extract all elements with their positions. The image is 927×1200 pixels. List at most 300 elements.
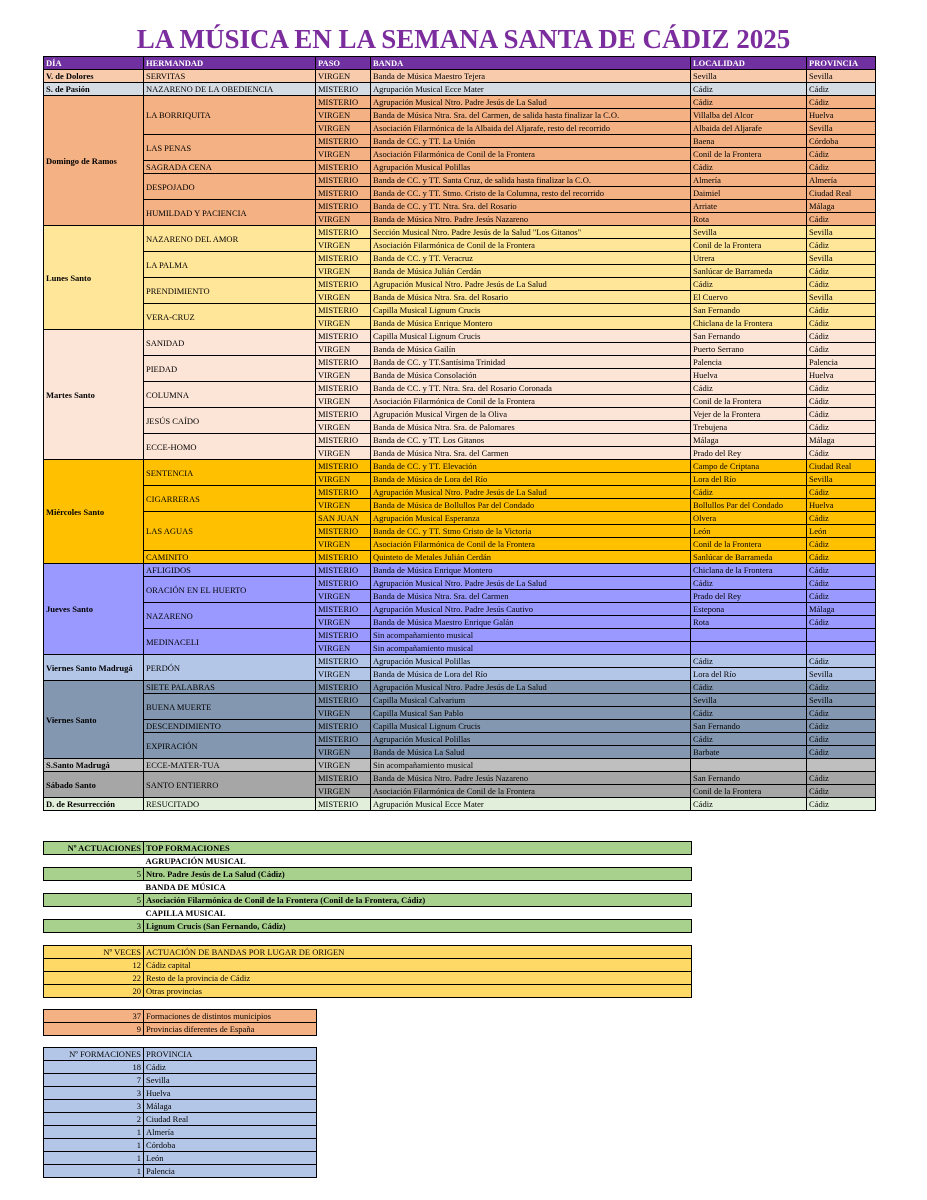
localidad-cell: Cádiz <box>691 798 807 811</box>
localidad-cell: Daimiel <box>691 187 807 200</box>
hermandad-cell: SENTENCIA <box>144 460 316 486</box>
banda-cell: Banda de CC. y TT. Stmo. Cristo de la Columna, resto del recorrido <box>371 187 691 200</box>
formacion-cell: Asociación Filarmónica de Conil de la Frontera (Conil de la Frontera, Cádiz) <box>144 894 692 907</box>
count-cell: 1 <box>44 1139 144 1152</box>
paso-cell: MISTERIO <box>316 278 371 291</box>
hermandad-cell: NAZARENO DE LA OBEDIENCIA <box>144 83 316 96</box>
banda-cell: Capilla Musical Lignum Crucis <box>371 304 691 317</box>
localidad-cell: Cádiz <box>691 655 807 668</box>
hermandad-cell: LA PALMA <box>144 252 316 278</box>
paso-cell: MISTERIO <box>316 460 371 473</box>
hermandad-cell: SIETE PALABRAS <box>144 681 316 694</box>
table-row <box>44 1087 317 1100</box>
table-row <box>44 382 876 395</box>
banda-cell: Asociación Filarmónica de Conil de la Frontera <box>371 239 691 252</box>
paso-cell: MISTERIO <box>316 655 371 668</box>
table-row <box>44 959 692 972</box>
provincia-cell: Cádiz <box>807 343 876 356</box>
provincia-cell: Cádiz <box>807 564 876 577</box>
table-row <box>44 733 876 746</box>
provincia-cell <box>807 759 876 772</box>
provincia-cell: Sevilla <box>807 252 876 265</box>
localidad-cell: Barbate <box>691 746 807 759</box>
origin-table <box>43 945 692 998</box>
provincia-cell: Cádiz <box>807 616 876 629</box>
banda-cell: Banda de Música Ntra. Sra. del Carmen <box>371 447 691 460</box>
table-row <box>44 1152 317 1165</box>
table-row <box>44 1061 317 1074</box>
provincia-cell: Sevilla <box>807 473 876 486</box>
provincia-cell: Cádiz <box>807 382 876 395</box>
table-row <box>44 798 876 811</box>
banda-cell: Agrupación Musical Ntro. Padre Jesús de La Salud <box>371 577 691 590</box>
top-col-count: Nº ACTUACIONES <box>44 842 144 855</box>
provincia-cell: Córdoba <box>807 135 876 148</box>
localidad-cell: Cádiz <box>691 83 807 96</box>
day-cell: D. de Resurrección <box>44 798 144 811</box>
provinces-table <box>43 1047 317 1178</box>
localidad-cell: Cádiz <box>691 161 807 174</box>
localidad-cell: Utrera <box>691 252 807 265</box>
banda-cell: Banda de Música Maestro Tejera <box>371 70 691 83</box>
paso-cell: SAN JUAN <box>316 512 371 525</box>
localidad-cell: Baena <box>691 135 807 148</box>
localidad-cell: Estepona <box>691 603 807 616</box>
table-row <box>44 1010 317 1023</box>
paso-cell: MISTERIO <box>316 603 371 616</box>
banda-cell: Banda de CC. y TT. Santa Cruz, de salida hasta finalizar la C.O. <box>371 174 691 187</box>
count-cell: 12 <box>44 959 144 972</box>
localidad-cell: Almería <box>691 174 807 187</box>
count-cell: 1 <box>44 1152 144 1165</box>
paso-cell: MISTERIO <box>316 720 371 733</box>
paso-cell: VIRGEN <box>316 239 371 252</box>
provincia-cell: Cádiz <box>807 746 876 759</box>
provincia-cell <box>807 629 876 642</box>
section-heading: AGRUPACIÓN MUSICAL <box>145 856 246 866</box>
label-cell: Formaciones de distintos municipios <box>144 1010 317 1023</box>
banda-cell: Banda de Música Ntra. Sra. del Carmen, de salida hasta finalizar la C.O. <box>371 109 691 122</box>
localidad-cell: Trebujena <box>691 421 807 434</box>
paso-cell: MISTERIO <box>316 200 371 213</box>
banda-cell: Agrupación Musical Polillas <box>371 161 691 174</box>
section-heading: CAPILLA MUSICAL <box>145 908 226 918</box>
banda-cell: Asociación Filarmónica de Conil de la Frontera <box>371 785 691 798</box>
banda-cell: Agrupación Musical Polillas <box>371 655 691 668</box>
provinces-col-count: Nº FORMACIONES <box>44 1048 144 1061</box>
provincia-cell: Cádiz <box>807 681 876 694</box>
table-row <box>44 1100 317 1113</box>
paso-cell: MISTERIO <box>316 551 371 564</box>
table-row <box>44 551 876 564</box>
table-row <box>44 1074 317 1087</box>
paso-cell: VIRGEN <box>316 668 371 681</box>
table-row <box>44 720 876 733</box>
paso-cell: MISTERIO <box>316 486 371 499</box>
paso-cell: MISTERIO <box>316 681 371 694</box>
day-cell: Lunes Santo <box>44 226 144 330</box>
banda-cell: Capilla Musical Lignum Crucis <box>371 330 691 343</box>
paso-cell: VIRGEN <box>316 616 371 629</box>
provincia-cell: Cádiz <box>807 707 876 720</box>
provincia-cell: Cádiz <box>807 577 876 590</box>
localidad-cell: Cádiz <box>691 577 807 590</box>
banda-cell: Sin acompañamiento musical <box>371 642 691 655</box>
paso-cell: MISTERIO <box>316 83 371 96</box>
provincia-cell: Cádiz <box>807 278 876 291</box>
banda-cell: Capilla Musical Lignum Crucis <box>371 720 691 733</box>
paso-cell: MISTERIO <box>316 226 371 239</box>
provincia-cell: Cádiz <box>807 213 876 226</box>
label-cell: León <box>144 1152 317 1165</box>
paso-cell: VIRGEN <box>316 746 371 759</box>
header-banda: BANDA <box>371 57 691 70</box>
banda-cell: Asociación Filarmónica de Conil de la Frontera <box>371 538 691 551</box>
paso-cell: MISTERIO <box>316 408 371 421</box>
paso-cell: VIRGEN <box>316 317 371 330</box>
localidad-cell: Conil de la Frontera <box>691 395 807 408</box>
provincia-cell: Málaga <box>807 200 876 213</box>
table-row <box>44 96 876 109</box>
localidad-cell: Sevilla <box>691 226 807 239</box>
hermandad-cell: NAZARENO <box>144 603 316 629</box>
localidad-cell: Conil de la Frontera <box>691 148 807 161</box>
paso-cell: MISTERIO <box>316 135 371 148</box>
count-cell: 1 <box>44 1165 144 1178</box>
banda-cell: Banda de CC. y TT. La Unión <box>371 135 691 148</box>
banda-cell: Banda de Música Julián Cerdán <box>371 265 691 278</box>
paso-cell: VIRGEN <box>316 148 371 161</box>
provincia-cell: Cádiz <box>807 772 876 785</box>
banda-cell: Agrupación Musical Ntro. Padre Jesús de La Salud <box>371 486 691 499</box>
label-cell: Provincias diferentes de España <box>144 1023 317 1036</box>
table-row <box>44 629 876 642</box>
table-row <box>44 278 876 291</box>
banda-cell: Banda de CC. y TT. Ntra. Sra. del Rosario Coronada <box>371 382 691 395</box>
banda-cell: Agrupación Musical Ecce Mater <box>371 83 691 96</box>
localidad-cell: San Fernando <box>691 330 807 343</box>
banda-cell: Capilla Musical San Pablo <box>371 707 691 720</box>
localidad-cell: Chiclana de la Frontera <box>691 317 807 330</box>
hermandad-cell: MEDINACELI <box>144 629 316 655</box>
table-row <box>44 972 692 985</box>
banda-cell: Asociación Filarmónica de la Albaida del Aljarafe, resto del recorrido <box>371 122 691 135</box>
localidad-cell: Conil de la Frontera <box>691 785 807 798</box>
top-formaciones-table <box>43 841 692 933</box>
localidad-cell: Conil de la Frontera <box>691 239 807 252</box>
paso-cell: VIRGEN <box>316 590 371 603</box>
summary-table <box>43 1009 317 1036</box>
provincia-cell: Sevilla <box>807 668 876 681</box>
table-row <box>44 83 876 96</box>
hermandad-cell: PIEDAD <box>144 356 316 382</box>
hermandad-cell: PRENDIMIENTO <box>144 278 316 304</box>
paso-cell: VIRGEN <box>316 538 371 551</box>
provincia-cell: Huelva <box>807 109 876 122</box>
banda-cell: Banda de Música Ntra. Sra. del Carmen <box>371 590 691 603</box>
banda-cell: Sin acompañamiento musical <box>371 629 691 642</box>
count-cell: 5 <box>44 868 144 881</box>
paso-cell: VIRGEN <box>316 291 371 304</box>
paso-cell: VIRGEN <box>316 395 371 408</box>
hermandad-cell: AFLIGIDOS <box>144 564 316 577</box>
banda-cell: Banda de Música Ntro. Padre Jesús Nazareno <box>371 213 691 226</box>
localidad-cell <box>691 629 807 642</box>
localidad-cell: Cádiz <box>691 681 807 694</box>
paso-cell: VIRGEN <box>316 343 371 356</box>
paso-cell: VIRGEN <box>316 447 371 460</box>
table-row <box>44 603 876 616</box>
table-row <box>44 174 876 187</box>
table-row <box>44 655 876 668</box>
localidad-cell: Prado del Rey <box>691 590 807 603</box>
paso-cell: MISTERIO <box>316 187 371 200</box>
schedule-table <box>43 56 876 811</box>
localidad-cell: Lora del Río <box>691 473 807 486</box>
table-row <box>44 1165 317 1178</box>
localidad-cell: Sanlúcar de Barrameda <box>691 551 807 564</box>
provincia-cell: Cádiz <box>807 655 876 668</box>
table-row <box>44 577 876 590</box>
provincia-cell: Cádiz <box>807 551 876 564</box>
localidad-cell: Bollullos Par del Condado <box>691 499 807 512</box>
paso-cell: VIRGEN <box>316 109 371 122</box>
table-row <box>44 1113 317 1126</box>
label-cell: Huelva <box>144 1087 317 1100</box>
count-cell: 9 <box>44 1023 144 1036</box>
localidad-cell: El Cuervo <box>691 291 807 304</box>
paso-cell: MISTERIO <box>316 772 371 785</box>
day-cell: Domingo de Ramos <box>44 96 144 226</box>
hermandad-cell: RESUCITADO <box>144 798 316 811</box>
table-row <box>44 564 876 577</box>
table-row <box>44 772 876 785</box>
section-heading-row <box>44 855 692 868</box>
localidad-cell: Cádiz <box>691 486 807 499</box>
provincia-cell: Cádiz <box>807 265 876 278</box>
banda-cell: Agrupación Musical Ntro. Padre Jesús de La Salud <box>371 278 691 291</box>
provincia-cell: Cádiz <box>807 486 876 499</box>
hermandad-cell: EXPIRACIÓN <box>144 733 316 759</box>
banda-cell: Banda de Música de Bollullos Par del Condado <box>371 499 691 512</box>
table-row <box>44 226 876 239</box>
hermandad-cell: LAS AGUAS <box>144 512 316 551</box>
label-cell: Palencia <box>144 1165 317 1178</box>
hermandad-cell: SANIDAD <box>144 330 316 356</box>
banda-cell: Banda de Música Ntro. Padre Jesús Nazareno <box>371 772 691 785</box>
provincia-cell: Cádiz <box>807 161 876 174</box>
banda-cell: Banda de Música La Salud <box>371 746 691 759</box>
provincia-cell: Cádiz <box>807 538 876 551</box>
paso-cell: MISTERIO <box>316 577 371 590</box>
banda-cell: Agrupación Musical Virgen de la Oliva <box>371 408 691 421</box>
provincia-cell: Sevilla <box>807 291 876 304</box>
localidad-cell: San Fernando <box>691 772 807 785</box>
hermandad-cell: SAGRADA CENA <box>144 161 316 174</box>
banda-cell: Banda de Música de Lora del Río <box>371 668 691 681</box>
banda-cell: Asociación Filarmónica de Conil de la Frontera <box>371 395 691 408</box>
hermandad-cell: ECCE-HOMO <box>144 434 316 460</box>
banda-cell: Agrupación Musical Ntro. Padre Jesús Cautivo <box>371 603 691 616</box>
label-cell: Ciudad Real <box>144 1113 317 1126</box>
provincia-cell: Sevilla <box>807 226 876 239</box>
banda-cell: Agrupación Musical Ntro. Padre Jesús de La Salud <box>371 96 691 109</box>
paso-cell: MISTERIO <box>316 694 371 707</box>
provincia-cell: Cádiz <box>807 590 876 603</box>
banda-cell: Banda de Música Ntra. Sra. del Rosario <box>371 291 691 304</box>
formacion-cell: Lignum Crucis (San Fernando, Cádiz) <box>144 920 692 933</box>
banda-cell: Banda de Música Gailín <box>371 343 691 356</box>
provincia-cell: Sevilla <box>807 694 876 707</box>
formacion-cell: Ntro. Padre Jesús de La Salud (Cádiz) <box>144 868 692 881</box>
day-cell: Jueves Santo <box>44 564 144 655</box>
hermandad-cell: DESCENDIMIENTO <box>144 720 316 733</box>
header-paso: PASO <box>316 57 371 70</box>
hermandad-cell: NAZARENO DEL AMOR <box>144 226 316 252</box>
day-cell: S.Santo Madrugá <box>44 759 144 772</box>
day-cell: Viernes Santo Madrugá <box>44 655 144 681</box>
localidad-cell: Vejer de la Frontera <box>691 408 807 421</box>
paso-cell: VIRGEN <box>316 759 371 772</box>
table-row <box>44 486 876 499</box>
hermandad-cell: LAS PENAS <box>144 135 316 161</box>
hermandad-cell: BUENA MUERTE <box>144 694 316 720</box>
table-row <box>44 460 876 473</box>
provincia-cell: Málaga <box>807 603 876 616</box>
hermandad-cell: ECCE-MATER-TUA <box>144 759 316 772</box>
paso-cell: MISTERIO <box>316 525 371 538</box>
paso-cell: MISTERIO <box>316 629 371 642</box>
table-row <box>44 304 876 317</box>
header-hermandad: HERMANDAD <box>144 57 316 70</box>
hermandad-cell: SANTO ENTIERRO <box>144 772 316 798</box>
count-cell: 3 <box>44 1100 144 1113</box>
hermandad-cell: COLUMNA <box>144 382 316 408</box>
day-cell: S. de Pasión <box>44 83 144 96</box>
provincia-cell: Sevilla <box>807 122 876 135</box>
table-row <box>44 356 876 369</box>
provincia-cell: Cádiz <box>807 408 876 421</box>
label-cell: Otras provincias <box>144 985 692 998</box>
localidad-cell: Cádiz <box>691 382 807 395</box>
paso-cell: VIRGEN <box>316 473 371 486</box>
table-header-row <box>44 946 692 959</box>
localidad-cell: Chiclana de la Frontera <box>691 564 807 577</box>
provincia-cell: Cádiz <box>807 395 876 408</box>
label-cell: Córdoba <box>144 1139 317 1152</box>
provincia-cell: Sevilla <box>807 70 876 83</box>
provincia-cell: Cádiz <box>807 720 876 733</box>
table-row <box>44 200 876 213</box>
provincia-cell: Palencia <box>807 356 876 369</box>
provincia-cell: Cádiz <box>807 733 876 746</box>
day-cell: V. de Dolores <box>44 70 144 83</box>
table-row <box>44 681 876 694</box>
localidad-cell: Olvera <box>691 512 807 525</box>
localidad-cell: Campo de Criptana <box>691 460 807 473</box>
count-cell: 3 <box>44 920 144 933</box>
localidad-cell: Cádiz <box>691 278 807 291</box>
localidad-cell: Rota <box>691 616 807 629</box>
table-row <box>44 161 876 174</box>
provincia-cell: Cádiz <box>807 512 876 525</box>
count-cell: 3 <box>44 1087 144 1100</box>
banda-cell: Quinteto de Metales Julián Cerdán <box>371 551 691 564</box>
table-row <box>44 985 692 998</box>
banda-cell: Banda de CC. y TT. Ntra. Sra. del Rosario <box>371 200 691 213</box>
banda-cell: Banda de CC. y TT.Santísima Trinidad <box>371 356 691 369</box>
provincia-cell: Cádiz <box>807 148 876 161</box>
table-row <box>44 1139 317 1152</box>
table-row <box>44 894 692 907</box>
provincia-cell: León <box>807 525 876 538</box>
localidad-cell: Palencia <box>691 356 807 369</box>
paso-cell: VIRGEN <box>316 122 371 135</box>
localidad-cell: Villalba del Alcor <box>691 109 807 122</box>
label-cell: Cádiz <box>144 1061 317 1074</box>
banda-cell: Banda de CC. y TT. Elevación <box>371 460 691 473</box>
provincia-cell: Málaga <box>807 434 876 447</box>
hermandad-cell: CAMINITO <box>144 551 316 564</box>
paso-cell: MISTERIO <box>316 382 371 395</box>
table-header-row <box>44 842 692 855</box>
provincia-cell: Cádiz <box>807 785 876 798</box>
table-row <box>44 135 876 148</box>
banda-cell: Banda de CC. y TT. Veracruz <box>371 252 691 265</box>
hermandad-cell: DESPOJADO <box>144 174 316 200</box>
table-row <box>44 868 692 881</box>
header-provincia: PROVINCIA <box>807 57 876 70</box>
paso-cell: VIRGEN <box>316 707 371 720</box>
banda-cell: Banda de Música Consolación <box>371 369 691 382</box>
localidad-cell: Prado del Rey <box>691 447 807 460</box>
day-cell: Sábado Santo <box>44 772 144 798</box>
day-cell: Viernes Santo <box>44 681 144 759</box>
provincia-cell: Cádiz <box>807 239 876 252</box>
hermandad-cell: PERDÓN <box>144 655 316 681</box>
paso-cell: VIRGEN <box>316 213 371 226</box>
localidad-cell: Sanlúcar de Barrameda <box>691 265 807 278</box>
table-row <box>44 694 876 707</box>
spacer-cell <box>44 881 144 894</box>
paso-cell: MISTERIO <box>316 330 371 343</box>
provincia-cell: Ciudad Real <box>807 460 876 473</box>
table-row <box>44 70 876 83</box>
localidad-cell: Albaida del Aljarafe <box>691 122 807 135</box>
header-localidad: LOCALIDAD <box>691 57 807 70</box>
paso-cell: MISTERIO <box>316 252 371 265</box>
table-header-row <box>44 1048 317 1061</box>
day-cell: Miércoles Santo <box>44 460 144 564</box>
table-row <box>44 759 876 772</box>
table-row <box>44 252 876 265</box>
localidad-cell <box>691 642 807 655</box>
localidad-cell: Sevilla <box>691 694 807 707</box>
banda-cell: Sin acompañamiento musical <box>371 759 691 772</box>
paso-cell: MISTERIO <box>316 564 371 577</box>
count-cell: 18 <box>44 1061 144 1074</box>
table-row <box>44 920 692 933</box>
spacer-cell <box>44 907 144 920</box>
paso-cell: MISTERIO <box>316 161 371 174</box>
banda-cell: Agrupación Musical Esperanza <box>371 512 691 525</box>
hermandad-cell: VERA-CRUZ <box>144 304 316 330</box>
label-cell: Cádiz capital <box>144 959 692 972</box>
count-cell: 20 <box>44 985 144 998</box>
schedule-body <box>44 70 876 811</box>
paso-cell: MISTERIO <box>316 733 371 746</box>
localidad-cell: Conil de la Frontera <box>691 538 807 551</box>
